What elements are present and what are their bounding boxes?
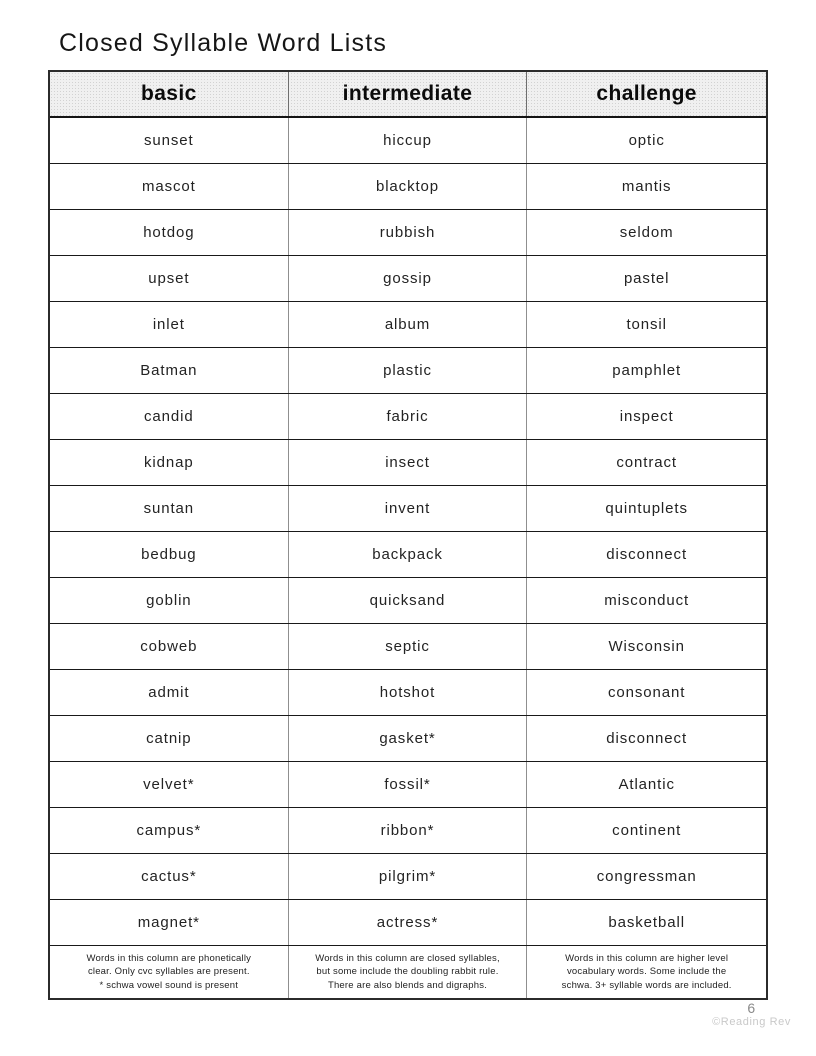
word-cell: actress*: [289, 900, 528, 945]
page-title: Closed Syllable Word Lists: [59, 29, 388, 57]
word-cell: backpack: [289, 532, 528, 577]
word-cell: contract: [616, 454, 677, 471]
word-cell: kidnap: [50, 440, 289, 485]
footnote-intermediate: [289, 946, 528, 998]
word-cell: gossip: [289, 256, 528, 301]
footnote-line: * schwa vowel sound is present: [99, 979, 239, 991]
word-cell: album: [289, 302, 528, 347]
word-cell: hotshot: [289, 670, 528, 715]
word-cell: admit: [50, 670, 289, 715]
word-cell: fossil*: [289, 762, 528, 807]
word-cell: congressman: [596, 868, 697, 885]
footnote-line: Words in this column are closed syllables,: [315, 953, 500, 965]
table-row: [50, 854, 766, 900]
word-cell: misconduct: [604, 592, 690, 609]
word-cell: disconnect: [606, 730, 688, 747]
footnote-basic: [50, 946, 289, 998]
table-row: [50, 624, 766, 670]
word-cell: basketball: [608, 914, 685, 931]
word-cell: quicksand: [289, 578, 528, 623]
footnote-line: Words in this column are phonetically: [86, 953, 252, 965]
page-footer: [712, 1000, 791, 1028]
table-row: [50, 440, 766, 486]
table-row: [50, 578, 766, 624]
word-cell: upset: [50, 256, 289, 301]
word-cell: cactus*: [50, 854, 289, 899]
footnote-line: Words in this column are higher level: [565, 953, 729, 965]
word-cell: cobweb: [50, 624, 289, 669]
footnote-line: vocabulary words. Some include the: [566, 966, 727, 978]
word-cell: disconnect: [606, 546, 688, 563]
table-row: [50, 302, 766, 348]
word-list-table: [48, 70, 768, 1000]
table-row: [50, 348, 766, 394]
copyright-text: ©Reading Rev: [712, 1016, 791, 1028]
footnote-line: There are also blends and digraphs.: [327, 979, 488, 991]
table-row: [50, 532, 766, 578]
word-cell: mantis: [621, 178, 672, 195]
word-cell: Atlantic: [618, 776, 675, 793]
word-cell: inspect: [619, 408, 674, 425]
word-cell: invent: [289, 486, 528, 531]
footnote-line: clear. Only cvc syllables are present.: [87, 966, 250, 978]
word-cell: continent: [612, 822, 682, 839]
word-cell: catnip: [50, 716, 289, 761]
word-cell: mascot: [50, 164, 289, 209]
word-cell: hiccup: [289, 118, 528, 163]
column-header-challenge: challenge: [596, 82, 697, 105]
table-header-row: [50, 72, 766, 118]
table-row: [50, 808, 766, 854]
word-cell: Batman: [50, 348, 289, 393]
footnote-line: but some include the doubling rabbit rule.: [316, 966, 499, 978]
word-cell: bedbug: [50, 532, 289, 577]
word-cell: gasket*: [289, 716, 528, 761]
word-cell: quintuplets: [605, 500, 688, 517]
table-row: [50, 164, 766, 210]
word-cell: blacktop: [289, 164, 528, 209]
table-row: [50, 118, 766, 164]
word-cell: suntan: [50, 486, 289, 531]
word-cell: optic: [628, 132, 665, 149]
column-header-intermediate: intermediate: [289, 72, 528, 116]
word-cell: tonsil: [626, 316, 667, 333]
word-cell: goblin: [50, 578, 289, 623]
word-cell: fabric: [289, 394, 528, 439]
column-header-basic: basic: [50, 72, 289, 116]
word-cell: hotdog: [50, 210, 289, 255]
table-row: [50, 900, 766, 946]
word-cell: sunset: [50, 118, 289, 163]
word-cell: Wisconsin: [608, 638, 685, 655]
word-cell: candid: [50, 394, 289, 439]
footnote-challenge: [527, 946, 766, 998]
table-row: [50, 256, 766, 302]
word-cell: magnet*: [50, 900, 289, 945]
word-cell: seldom: [619, 224, 674, 241]
page-number: 6: [747, 1000, 756, 1016]
word-cell: pastel: [623, 270, 670, 287]
table-row: [50, 486, 766, 532]
word-cell: inlet: [50, 302, 289, 347]
word-cell: campus*: [50, 808, 289, 853]
table-row: [50, 716, 766, 762]
word-cell: insect: [289, 440, 528, 485]
word-cell: pamphlet: [612, 362, 682, 379]
table-row: [50, 762, 766, 808]
word-cell: plastic: [289, 348, 528, 393]
table-footnote-row: [50, 946, 766, 998]
table-row: [50, 394, 766, 440]
footnote-line: schwa. 3+ syllable words are included.: [561, 979, 732, 991]
word-cell: velvet*: [50, 762, 289, 807]
word-cell: pilgrim*: [289, 854, 528, 899]
table-row: [50, 210, 766, 256]
word-cell: ribbon*: [289, 808, 528, 853]
word-cell: septic: [289, 624, 528, 669]
word-cell: consonant: [608, 684, 686, 701]
table-row: [50, 670, 766, 716]
word-cell: rubbish: [289, 210, 528, 255]
